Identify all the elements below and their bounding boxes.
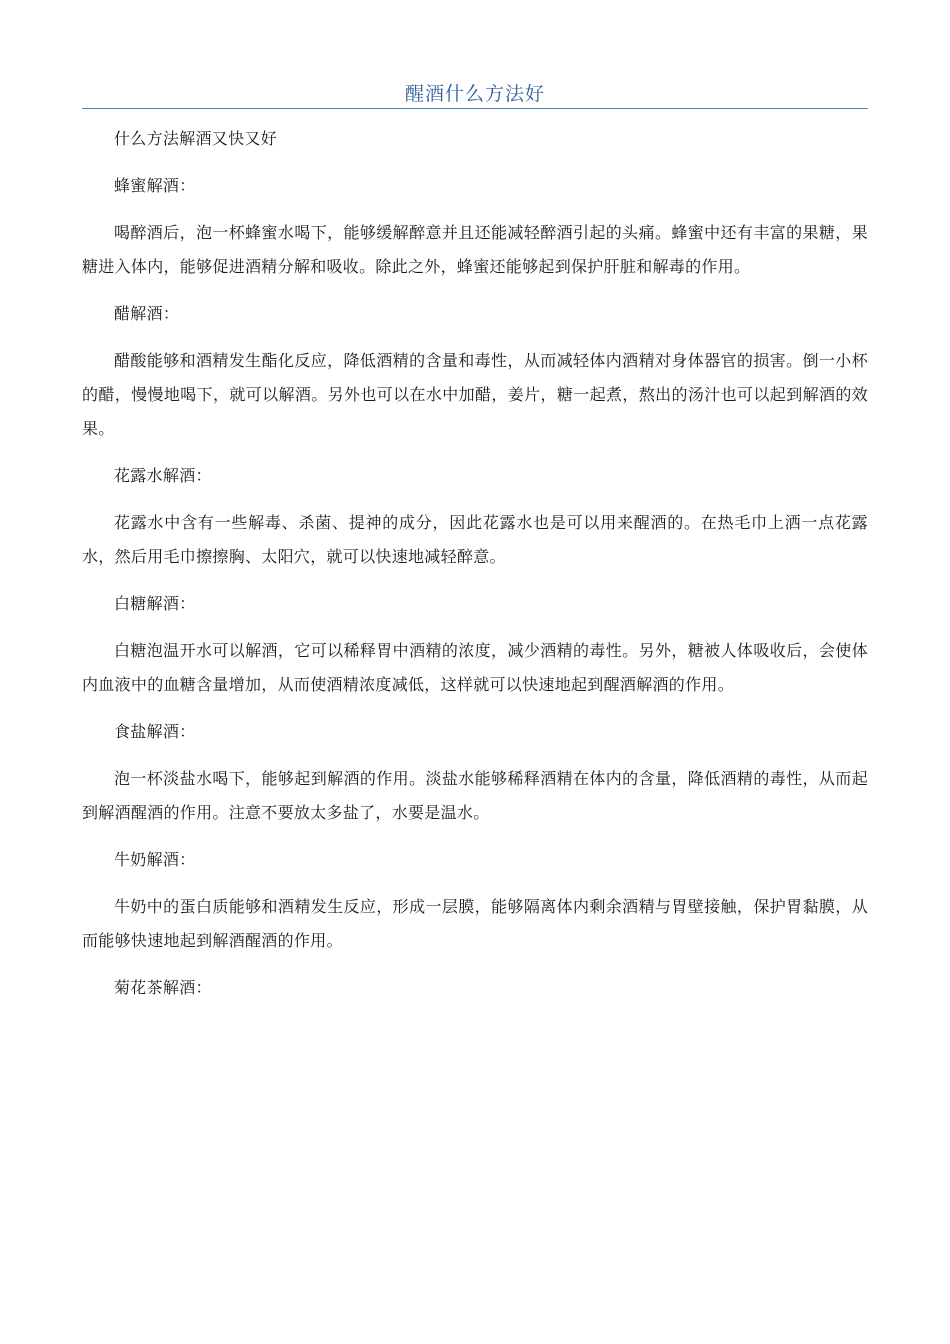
section-heading-florida-water: 花露水解酒：: [114, 466, 212, 485]
section-body-milk: 牛奶中的蛋白质能够和酒精发生反应，形成一层膜，能够隔离体内剩余酒精与胃壁接触，保护胃黏膜，从而能够快速地起到解酒醒酒的作用。: [82, 897, 868, 950]
document-title: 醒酒什么方法好: [404, 83, 545, 105]
section-body-honey: 喝醉酒后，泡一杯蜂蜜水喝下，能够缓解醉意并且还能减轻醉酒引起的头痛。蜂蜜中还有丰富的果糖，果糖进入体内，能够促进酒精分解和吸收。除此之外，蜂蜜还能够起到保护肝脏和解毒的作用。: [82, 223, 868, 276]
section-heading-sugar: 白糖解酒：: [114, 594, 196, 613]
section-heading-milk: 牛奶解酒：: [114, 850, 196, 869]
document-header: [82, 80, 868, 109]
section-heading-honey: 蜂蜜解酒：: [114, 176, 196, 195]
section-heading-chrysanthemum-tea: 菊花茶解酒：: [114, 978, 212, 997]
section-body-salt: 泡一杯淡盐水喝下，能够起到解酒的作用。淡盐水能够稀释酒精在体内的含量，降低酒精的毒性，从而起到解酒醒酒的作用。注意不要放太多盐了，水要是温水。: [82, 769, 868, 822]
section-heading-vinegar: 醋解酒：: [114, 304, 180, 323]
section-body-vinegar: 醋酸能够和酒精发生酯化反应，降低酒精的含量和毒性，从而减轻体内酒精对身体器官的损害。倒一小杯的醋，慢慢地喝下，就可以解酒。另外也可以在水中加醋，姜片，糖一起煮，熬出的汤汁也可以起到解酒的效果。: [82, 351, 868, 438]
section-body-sugar: 白糖泡温开水可以解酒，它可以稀释胃中酒精的浓度，减少酒精的毒性。另外，糖被人体吸收后，会使体内血液中的血糖含量增加，从而使酒精浓度减低，这样就可以快速地起到醒酒解酒的作用。: [82, 641, 868, 694]
section-heading-salt: 食盐解酒：: [114, 722, 196, 741]
document-body: [82, 122, 868, 1018]
subtitle-paragraph: 什么方法解酒又快又好: [114, 129, 278, 148]
section-body-florida-water: 花露水中含有一些解毒、杀菌、提神的成分，因此花露水也是可以用来醒酒的。在热毛巾上洒一点花露水，然后用毛巾擦擦胸、太阳穴，就可以快速地减轻醉意。: [82, 513, 868, 566]
